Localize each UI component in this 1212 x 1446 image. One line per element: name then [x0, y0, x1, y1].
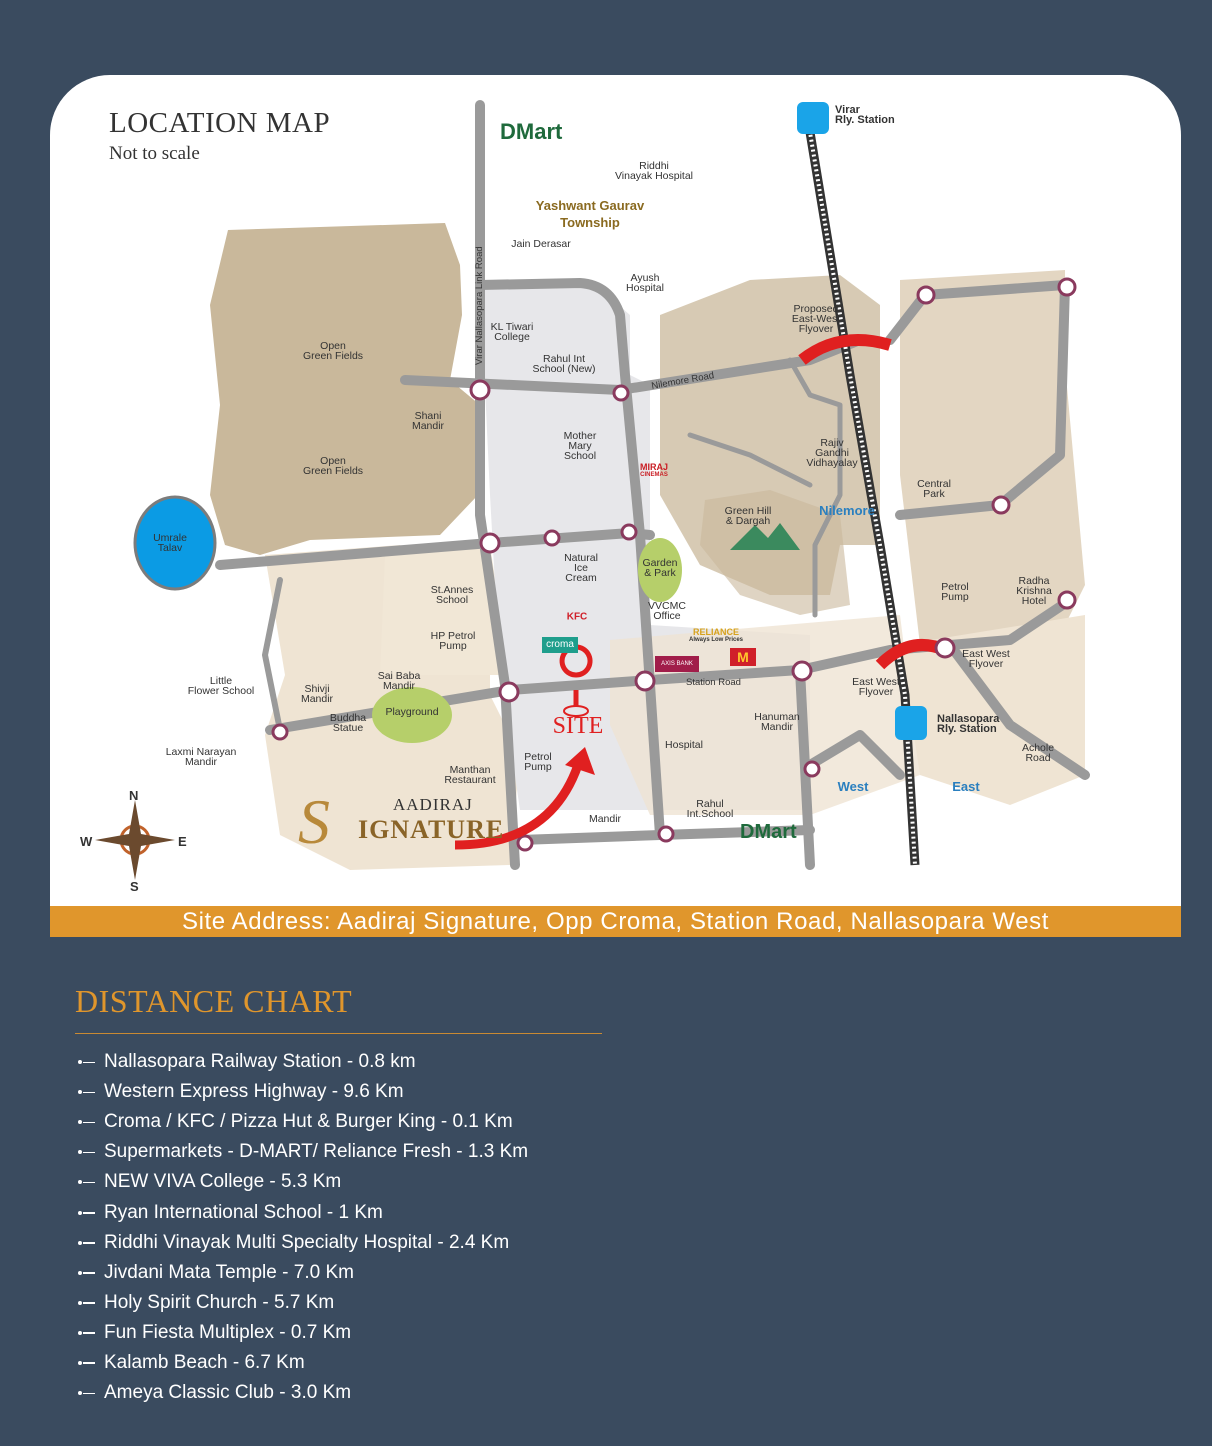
label-green-hill: Green Hill & Dargah [724, 505, 772, 527]
label-open-green-1: Open Green Fields [302, 340, 364, 362]
bullet-icon [78, 1388, 96, 1398]
label-radha-krishna: Radha Krishna Hotel [1016, 575, 1052, 607]
label-central-park: Central Park [917, 478, 951, 500]
distance-place: Holy Spirit Church [104, 1291, 258, 1313]
label-virar-station: Virar Rly. Station [835, 104, 895, 126]
road-label-nilemore: Nilemore Road [650, 370, 715, 392]
distance-item: Jivdani Mata Temple - 7.0 Km [78, 1258, 528, 1288]
compass-icon [95, 800, 175, 880]
bullet-icon [78, 1358, 96, 1368]
label-east-west-flyover-2: East West Flyover [962, 648, 1010, 670]
logo-s-letter: S [298, 786, 330, 857]
label-site: SITE [552, 713, 604, 739]
site-address-bar: Site Address: Aadiraj Signature, Opp Croma, Station Road, Nallasopara West [50, 906, 1181, 937]
label-garden-park: Garden & Park [642, 557, 678, 579]
bullet-icon [78, 1177, 96, 1187]
label-hospital: Hospital [665, 739, 703, 751]
miraj-logo-sub: CINEMAS [640, 472, 668, 478]
bullet-icon [78, 1238, 96, 1248]
distance-item: Croma / KFC / Pizza Hut & Burger King - 0.1 Km [78, 1107, 528, 1137]
distance-item: Nallasopara Railway Station - 0.8 km [78, 1047, 528, 1077]
aadiraj-signature-logo [298, 786, 505, 869]
label-yashwant-township: Yashwant Gaurav Township [535, 198, 645, 230]
label-little-flower: Little Flower School [187, 675, 255, 697]
label-buddha-statue: Buddha Statue [329, 712, 367, 734]
kfc-logo: KFC [566, 611, 588, 623]
road-label-station: Station Road [686, 677, 741, 688]
distance-chart-divider [75, 1033, 602, 1034]
distance-value: 5.7 Km [274, 1291, 335, 1313]
bullet-icon [78, 1328, 96, 1338]
label-rajiv-gandhi: Rajiv Gandhi Vidhayalay [806, 437, 858, 469]
label-riddhi-vinayak: Riddhi Vinayak Hospital [614, 160, 694, 182]
bullet-icon [78, 1087, 96, 1097]
label-hp-petrol: HP Petrol Pump [430, 630, 476, 652]
dmart-logo-top: DMart [500, 119, 563, 144]
bullet-icon [78, 1268, 96, 1278]
label-natural-ice-cream: Natural Ice Cream [564, 552, 598, 584]
label-jain-derasar: Jain Derasar [511, 238, 571, 250]
reliance-logo [689, 627, 743, 643]
label-open-green-2: Open Green Fields [302, 455, 364, 477]
label-east-west-flyover-1: East West Flyover [852, 676, 900, 698]
distance-item: Ameya Classic Club - 3.0 Km [78, 1378, 528, 1408]
distance-item: Holy Spirit Church - 5.7 Km [78, 1288, 528, 1318]
label-proposed-flyover: Proposed East-West Flyover [791, 303, 841, 335]
dmart-logo-bottom: DMart [740, 821, 797, 843]
miraj-cinemas-logo [640, 462, 668, 478]
distance-item: Fun Fiesta Multiplex - 0.7 Km [78, 1318, 528, 1348]
label-st-annes: St.Annes School [430, 584, 474, 606]
distance-value: 5.3 Km [281, 1171, 342, 1193]
distance-chart-title: DISTANCE CHART [75, 983, 353, 1019]
distance-value: 3.0 Km [290, 1382, 352, 1404]
distance-item: Riddhi Vinayak Multi Specialty Hospital - 2.4 Km [78, 1228, 528, 1258]
left-road [265, 580, 280, 730]
label-petrol-pump-west: Petrol Pump [524, 751, 552, 773]
nallasopara-station-icon [895, 706, 927, 740]
compass-s: S [130, 879, 139, 894]
mcdonalds-logo: M [730, 648, 756, 666]
compass-w: W [80, 834, 93, 849]
miraj-logo-text: MIRAJ [639, 462, 669, 472]
distance-place: Kalamb Beach [104, 1351, 228, 1373]
open-green-area [210, 223, 480, 555]
label-rahul-int-school: Rahul Int.School [686, 798, 734, 820]
compass-n: N [129, 788, 139, 803]
label-hanuman-mandir: Hanuman Mandir [754, 711, 800, 733]
label-laxmi-narayan: Laxmi Narayan Mandir [165, 746, 237, 768]
road-label-link: Virar Nallasopara Link Road [474, 246, 485, 365]
label-achole-road: Achole Road [1021, 742, 1055, 764]
label-manthan: Manthan Restaurant [444, 764, 496, 786]
label-umrale-talav: Umrale Talav [153, 532, 187, 554]
distance-place: NEW VIVA College [104, 1171, 265, 1193]
distance-value: 9.6 Km [343, 1081, 404, 1103]
distance-value: 0.1 Km [452, 1111, 513, 1133]
location-map [50, 75, 1181, 937]
label-rahul-int-new: Rahul Int School (New) [532, 353, 596, 375]
bullet-icon [78, 1147, 96, 1157]
label-petrol-pump-east: Petrol Pump [941, 581, 969, 603]
compass-e: E [178, 834, 187, 849]
distance-place: Nallasopara Railway Station [104, 1051, 342, 1073]
distance-value: 7.0 Km [293, 1261, 354, 1283]
label-mother-mary: Mother Mary School [563, 430, 597, 462]
label-shani-mandir: Shani Mandir [411, 410, 445, 432]
label-east: East [952, 779, 980, 794]
distance-value: 1 Km [338, 1201, 383, 1223]
logo-rest-text: IGNATURE [358, 815, 505, 844]
label-nallasopara-station: Nallasopara Rly. Station [937, 713, 1000, 735]
reliance-logo-tag: Always Low Prices [688, 637, 744, 643]
distance-place: Ryan International School [104, 1201, 322, 1223]
label-mandir: Mandir [588, 813, 622, 825]
distance-value: 0.8 km [358, 1051, 416, 1073]
label-vvcmc-office: VVCMC Office [648, 600, 686, 622]
label-kl-tiwari: KL Tiwari College [490, 321, 534, 343]
distance-item: Western Express Highway - 9.6 Km [78, 1077, 528, 1107]
label-west: West [837, 779, 869, 794]
distance-value: 6.7 Km [244, 1351, 305, 1373]
distance-item: Supermarkets - D-MART/ Reliance Fresh - 1.3 Km [78, 1137, 528, 1167]
distance-place: Riddhi Vinayak Multi Specialty Hospital [104, 1231, 433, 1253]
bullet-icon [78, 1208, 96, 1218]
distance-value: 0.7 Km [290, 1321, 352, 1343]
logo-top-text: AADIRAJ [393, 795, 473, 814]
bullet-icon [78, 1057, 96, 1067]
axis-bank-logo: AXIS BANK [655, 656, 699, 672]
bullet-icon [78, 1298, 96, 1308]
label-playground: Playground [385, 706, 439, 718]
reliance-logo-text: RELIANCE [692, 627, 739, 637]
bullet-icon [78, 1117, 96, 1127]
distance-value: 2.4 Km [448, 1231, 510, 1253]
distance-place: Supermarkets - D-MART/ Reliance Fresh [104, 1141, 452, 1163]
distance-place: Croma / KFC / Pizza Hut & Burger King [104, 1111, 436, 1133]
distance-place: Jivdani Mata Temple [104, 1261, 277, 1283]
distance-value: 1.3 Km [467, 1141, 529, 1163]
map-title: LOCATION MAP [109, 107, 331, 139]
distance-place: Fun Fiesta Multiplex [104, 1321, 275, 1343]
map-subtitle: Not to scale [109, 143, 200, 164]
virar-station-icon [797, 102, 829, 134]
label-nilemore: Nilemore [819, 503, 875, 518]
distance-place: Western Express Highway [104, 1081, 327, 1103]
distance-item: NEW VIVA College - 5.3 Km [78, 1167, 528, 1197]
distance-place: Ameya Classic Club [104, 1382, 274, 1404]
label-ayush-hospital: Ayush Hospital [626, 272, 664, 294]
label-sai-baba: Sai Baba Mandir [377, 670, 421, 692]
distance-item: Kalamb Beach - 6.7 Km [78, 1348, 528, 1378]
croma-logo: croma [542, 637, 578, 653]
distance-chart-list [78, 1047, 528, 1408]
distance-item: Ryan International School - 1 Km [78, 1197, 528, 1227]
label-shivji-mandir: Shivji Mandir [300, 683, 334, 705]
